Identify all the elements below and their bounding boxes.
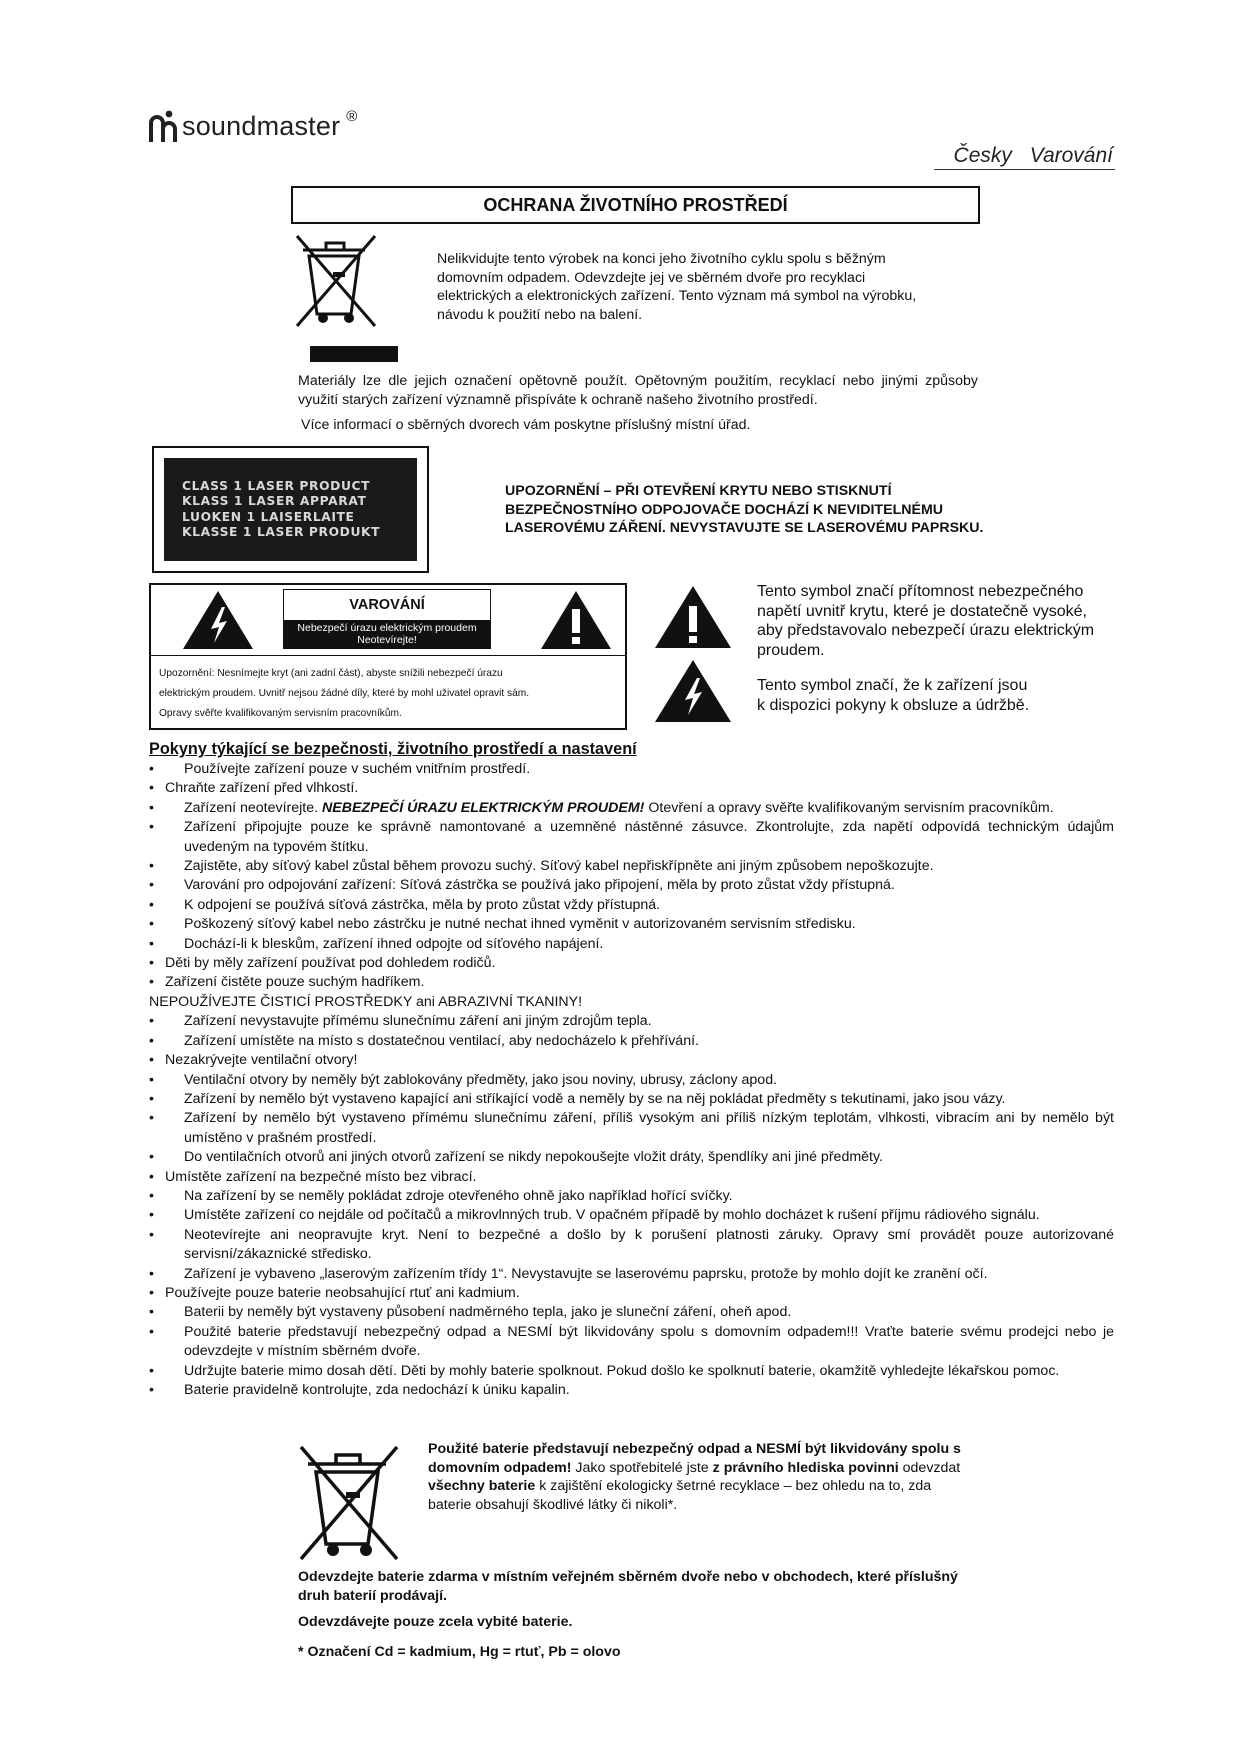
laser-label-plate [164, 458, 417, 561]
laser-warning [505, 482, 1065, 538]
safety-list-item [149, 1187, 1114, 1206]
bullet-icon: • [149, 974, 154, 991]
bullet-icon: • [149, 1149, 154, 1166]
materials-text: Materiály lze dle jejich označení opětovně použít. Opětovným použitím, recyklací nebo jinými způsoby využití starých zařízení významně přispíváte k ochraně našeho životního prostředí. [298, 373, 978, 408]
laser-label-line: KLASSE 1 LASER PRODUKT [182, 525, 381, 539]
safety-list-item [149, 915, 1114, 934]
bullet-icon: • [149, 799, 154, 816]
language-label: Česky Varování [934, 144, 1115, 170]
warning-note-line: elektrickým proudem. Uvnitř nejsou žádné díly, které by mohl uživatel opravit sám. [159, 688, 530, 699]
bullet-icon: • [149, 1284, 154, 1301]
safety-item-text: Do ventilačních otvorů ani jiných otvorů zařízení se nikdy nepokoušejte vložit dráty, špendlíky ani jiné předměty. [184, 1149, 883, 1166]
warning-note [159, 664, 619, 724]
bullet-icon: • [149, 1362, 154, 1379]
bullet-icon: • [149, 1207, 154, 1224]
battery-bold-1: Použité baterie představují nebezpečný odpad a NESMÍ být likvidovány spolu s domovním odpadem! [428, 1441, 961, 1476]
safety-item-text: Otevření a opravy svěřte kvalifikovaným servisním pracovníkům. [648, 799, 1054, 816]
safety-list-item [149, 1284, 1114, 1303]
safety-item-text: Dochází-li k bleskům, zařízení ihned odpojte od síťového napájení. [184, 935, 604, 952]
laser-warning-line: BEZPEČNOSTNÍHO ODPOJOVAČE DOCHÁZÍ K NEVIDITELNÉMU [505, 501, 944, 518]
exclamation-symbol-text [757, 582, 1137, 660]
bullet-icon: • [149, 1110, 154, 1127]
battery-text [428, 1440, 968, 1514]
safety-item-text: Zařízení by nemělo být vystaveno přímému slunečnímu záření, příliš vysokým ani příliš nízkým teplotám, vlhkosti, vibracím ani by nemělo být umístěno v prašném prostředí. [184, 1110, 1114, 1146]
safety-item-text: Ventilační otvory by neměly být zablokovány předměty, jako jsou noviny, ubrusy, záclony apod. [184, 1071, 778, 1088]
safety-list-item [149, 779, 1114, 798]
safety-item-text: Nezakrývejte ventilační otvory! [165, 1052, 358, 1069]
bullet-icon: • [149, 955, 154, 972]
symbol-text-line: k dispozici pokyny k obsluze a údržbě. [757, 696, 1030, 714]
weee-black-bar [310, 346, 398, 362]
warning-subtitle-line: Nebezpečí úrazu elektrickým proudem [297, 622, 477, 634]
safety-list-item [149, 1226, 1114, 1265]
safety-list-item [149, 935, 1114, 954]
warning-subtitle [284, 620, 490, 648]
laser-label [152, 446, 429, 573]
bullet-icon: • [149, 819, 154, 836]
warning-title: VAROVÁNÍ [349, 597, 425, 613]
warning-box [149, 583, 627, 730]
warning-separator [151, 655, 625, 656]
battery-text-2: odevzdat [902, 1459, 961, 1476]
laser-warning-line: LASEROVÉMU ZÁŘENÍ. NEVYSTAVUJTE SE LASEROVÉMU PAPRSKU. [505, 520, 984, 536]
symbol-text-line: proudem. [757, 641, 825, 659]
bullet-icon: • [149, 896, 154, 913]
bullet-icon: • [149, 1168, 154, 1185]
safety-item-text: Zajistěte, aby síťový kabel zůstal během provozu suchý. Síťový kabel nepřiskřípněte ani jiným způsobem nepoškozujte. [184, 858, 934, 875]
bullet-icon: • [149, 1265, 154, 1282]
safety-list-item [149, 876, 1114, 895]
battery-empty-text: Odevzdávejte pouze zcela vybité baterie. [298, 1614, 573, 1630]
bullet-icon: • [149, 916, 154, 933]
warning-note-line: Upozornění: Nesnímejte kryt (ani zadní část), abyste snížili nebezpečí úrazu [159, 668, 503, 679]
safety-list-item [149, 973, 1114, 992]
lightning-warning-icon [181, 589, 255, 651]
safety-item-text: Zařízení je vybaveno „laserovým zařízením třídy 1“. Nevystavujte se laserovému paprsku, protože by mohlo dojít ke zranění očí. [184, 1265, 988, 1282]
safety-list-item [149, 1206, 1114, 1225]
safety-list-item [149, 1071, 1114, 1090]
safety-list-item [149, 799, 1114, 818]
laser-label-line: LUOKEN 1 LAISERLAITE [182, 509, 355, 524]
safety-list-item [149, 954, 1114, 973]
safety-item-text: Baterie pravidelně kontrolujte, zda nedochází k úniku kapalin. [184, 1382, 570, 1398]
bullet-icon: • [149, 1052, 154, 1069]
crossed-bin-icon [293, 232, 379, 330]
bullet-icon: • [149, 1090, 154, 1107]
bullet-icon: • [149, 780, 154, 797]
safety-list-item [149, 1303, 1114, 1322]
safety-list-item [149, 857, 1114, 876]
safety-item-text: Používejte pouze baterie neobsahující rtuť ani kadmium. [165, 1284, 520, 1301]
bullet-icon: • [149, 1013, 154, 1030]
safety-list-item [149, 1090, 1114, 1109]
bullet-icon: • [149, 1323, 154, 1340]
laser-label-line: CLASS 1 LASER PRODUCT [182, 478, 371, 493]
safety-item-text: K odpojení se používá síťová zástrčka, měla by proto zůstat vždy přístupná. [184, 896, 661, 913]
symbol-text-line: Tento symbol značí přítomnost nebezpečného [757, 583, 1084, 600]
symbol-text-line: napětí uvnitř krytu, které je dostatečně vysoké, [757, 602, 1087, 620]
battery-legend: * Označení Cd = kadmium, Hg = rtuť, Pb = olovo [298, 1644, 621, 1660]
weee-line: návodu k použití nebo na balení. [437, 306, 643, 323]
laser-label-line: KLASS 1 LASER APPARAT [182, 494, 367, 508]
warning-label [283, 589, 491, 649]
lightning-symbol-icon [653, 658, 733, 724]
safety-list-item [149, 1168, 1114, 1187]
battery-bold-3: všechny baterie [428, 1478, 536, 1494]
battery-text-1: Jako spotřebitelé jste [575, 1459, 709, 1476]
bullet-icon: • [149, 1304, 154, 1321]
safety-item-text: Poškozený síťový kabel nebo zástrčku je nutné nechat ihned vyměnit v autorizovaném servisním středisku. [184, 916, 856, 933]
bullet-icon: • [149, 1032, 154, 1049]
environment-title: OCHRANA ŽIVOTNÍHO PROSTŘEDÍ [291, 186, 980, 224]
safety-list-item [149, 1032, 1114, 1051]
brand-logo [148, 104, 357, 148]
safety-item-text: Chraňte zařízení před vlhkostí. [165, 780, 359, 797]
battery-return-text: Odevzdejte baterie zdarma v místním veřejném sběrném dvoře nebo v obchodech, které příslušný druh baterií prodávají. [298, 1569, 958, 1604]
weee-line: domovním odpadem. Odevzdejte jej ve sběrném dvoře pro recyklaci [437, 269, 866, 286]
safety-list-item [149, 993, 1114, 1012]
safety-item-text: Baterii by neměly být vystaveny působení nadměrného tepla, jako je sluneční záření, oheň apod. [184, 1304, 792, 1321]
safety-list-item [149, 1012, 1114, 1031]
safety-list-item [149, 1148, 1114, 1167]
safety-item-emphasis: NEBEZPEČÍ ÚRAZU ELEKTRICKÝM PROUDEM! [322, 799, 645, 816]
safety-item-text: Umístěte zařízení co nejdále od počítačů a mikrovlnných trub. V opačném případě by mohlo docházet k rušení příjmu rádiového signálu. [184, 1207, 1040, 1224]
weee-line: elektrických a elektronických zařízení. Tento význam má symbol na výrobku, [437, 288, 917, 304]
safety-item-text: Zařízení čistěte pouze suchým hadříkem. [165, 974, 425, 991]
warning-note-line: Opravy svěřte kvalifikovaným servisním pracovníkům. [159, 708, 402, 719]
bullet-icon: • [149, 1187, 154, 1204]
laser-warning-line: UPOZORNĚNÍ – PŘI OTEVŘENÍ KRYTU NEBO STISKNUTÍ [505, 483, 892, 499]
weee-text [437, 250, 997, 324]
laser-label-text [182, 479, 380, 541]
warning-subtitle-line: Neotevírejte! [357, 634, 417, 646]
battery-text-3: k zajištění ekologicky šetrné recyklace – bez ohledu na to, zda baterie obsahují škodlivé látky či nikoli*. [428, 1478, 932, 1513]
safety-list-item [149, 1381, 1114, 1400]
safety-item-text: Děti by měly zařízení používat pod dohledem rodičů. [165, 955, 496, 972]
bullet-icon: • [149, 1382, 154, 1398]
safety-item-text: Udržujte baterie mimo dosah dětí. Děti by mohly baterie spolknout. Pokud došlo ke spolknutí baterie, okamžitě vyhledejte lékařskou pomoc. [184, 1362, 1060, 1379]
safety-item-text: Na zařízení by se neměly pokládat zdroje otevřeného ohně jako například hořící svíčky. [184, 1187, 733, 1204]
safety-item-text: NEPOUŽÍVEJTE ČISTICÍ PROSTŘEDKY ani ABRAZIVNÍ TKANINY! [149, 993, 583, 1010]
bullet-icon: • [149, 877, 154, 894]
safety-list-item [149, 760, 1114, 779]
safety-list-item [149, 1362, 1114, 1381]
safety-list-item [149, 818, 1114, 857]
battery-bold-2: z právního hlediska povinni [712, 1459, 899, 1476]
info-text: Více informací o sběrných dvorech vám poskytne příslušný místní úřad. [301, 417, 751, 433]
exclamation-symbol-icon [653, 584, 733, 650]
bullet-icon: • [149, 935, 154, 952]
safety-item-text: Použité baterie představují nebezpečný odpad a NESMÍ být likvidovány spolu s domovním odpadem!!! Vraťte baterie svému prodejci nebo je odevzdejte v místním sběrném dvoře. [184, 1323, 1114, 1360]
symbol-text-line: Tento symbol značí, že k zařízení jsou [757, 677, 1028, 694]
exclamation-warning-icon [539, 589, 613, 651]
safety-item-text: Varování pro odpojování zařízení: Síťová zástrčka se používá jako připojení, měla by proto zůstat vždy přístupná. [184, 877, 895, 894]
safety-title: Pokyny týkající se bezpečnosti, životního prostředí a nastavení [149, 740, 637, 758]
battery-crossed-bin-icon [296, 1442, 402, 1564]
brand-name: soundmaster [182, 110, 341, 141]
safety-item-text: Neotevírejte ani neopravujte kryt. Není to bezpečné a došlo by k porušení platnosti záruky. Opravy smí provádět pouze autorizované servisní/zákaznické středisko. [184, 1226, 1114, 1263]
lightning-symbol-text [757, 676, 1137, 715]
bullet-icon: • [149, 1226, 154, 1243]
safety-item-text: Umístěte zařízení na bezpečné místo bez vibrací. [165, 1168, 477, 1185]
safety-item-text: Zařízení připojujte pouze ke správně namontované a uzemněné nástěnné zásuvce. Zkontrolujte, zda napětí odpovídá technickým údajům uvedeným na typovém štítku. [184, 819, 1114, 855]
safety-item-text: Zařízení by nemělo být vystaveno kapající ani stříkající vodě a neměly by se na něj pokládat předměty s tekutinami, jako jsou vázy. [184, 1090, 1006, 1107]
safety-item-text: Zařízení neotevírejte. [184, 799, 319, 816]
safety-list-item [149, 1265, 1114, 1284]
safety-item-text: Zařízení umístěte na místo s dostatečnou ventilací, aby nedocházelo k přehřívání. [184, 1032, 699, 1049]
bullet-icon: • [149, 858, 154, 875]
safety-list-item [149, 1323, 1114, 1362]
safety-list [149, 760, 1114, 1400]
registered-mark: ® [346, 107, 358, 125]
bullet-icon: • [149, 761, 154, 777]
safety-list-item [149, 1109, 1114, 1148]
bullet-icon: • [149, 1071, 154, 1088]
safety-list-item [149, 1051, 1114, 1070]
safety-item-text: Používejte zařízení pouze v suchém vnitřním prostředí. [184, 761, 531, 777]
safety-list-item [149, 896, 1114, 915]
safety-item-text: Zařízení nevystavujte přímému slunečnímu záření ani jiným zdrojům tepla. [184, 1013, 652, 1030]
symbol-text-line: aby představovalo nebezpečí úrazu elektrickým [757, 622, 1095, 639]
soundmaster-logo-icon [148, 109, 178, 143]
weee-line: Nelikvidujte tento výrobek na konci jeho životního cyklu spolu s běžným [437, 251, 886, 267]
